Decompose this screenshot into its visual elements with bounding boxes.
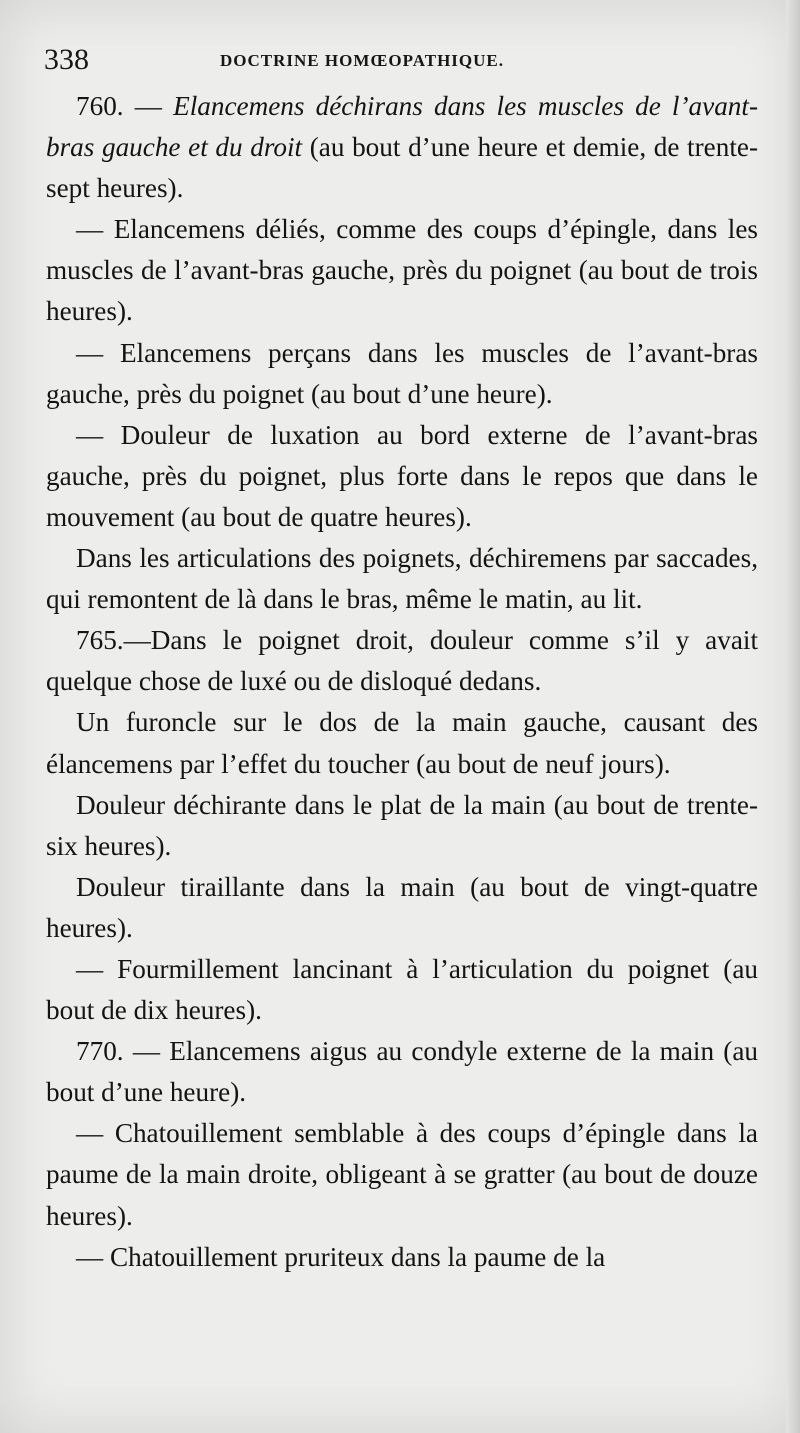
paragraph: Douleur déchirante dans le plat de la main (au bout de trente-six heures). (46, 789, 758, 861)
page-header (44, 40, 756, 80)
paragraph: — Douleur de luxation au bord externe de l’avant-bras gauche, près du poignet, plus forte dans le repos que dans le mouvement (au bout de quatre heures). (46, 419, 758, 532)
paragraph-lead: 760. — (76, 91, 174, 121)
paragraph: Un furoncle sur le dos de la main gauche, causant des élancemens par l’effet du toucher (au bout de neuf jours). (46, 707, 758, 779)
paragraph-770: 770. — Elancemens aigus au condyle externe de la main (au bout d’une heure). (46, 1036, 758, 1108)
paragraph: — Elancemens déliés, comme des coups d’épingle, dans les muscles de l’avant-bras gauche, près du poignet (au bout de trois heures). (46, 214, 758, 327)
page-number: 338 (44, 43, 89, 76)
paragraph: — Fourmillement lancinant à l’articulation du poignet (au bout de dix heures). (46, 953, 758, 1026)
body-text (46, 86, 758, 1278)
paragraph: — Chatouillement pruriteux dans la paume de la (76, 1241, 606, 1272)
paragraph-760 (46, 86, 758, 209)
paragraph-italic-text: Elancemens déchirans dans les muscles de l’avant-bras gauche et du droit (46, 91, 758, 163)
paragraph-rest: (au bout d’une heure et demie, de trente-sept heures). (46, 132, 758, 204)
paragraph-765: 765.—Dans le poignet droit, douleur comme s’il y avait quelque chose de luxé ou de disloqué dedans. (46, 625, 758, 697)
page-edge-shadow (786, 0, 800, 1433)
paragraph: Dans les articulations des poignets, déchiremens par saccades, qui remontent de là dans le bras, même le matin, au lit. (46, 543, 758, 615)
running-title: DOCTRINE HOMŒOPATHIQUE. (220, 51, 504, 70)
paragraph: — Chatouillement semblable à des coups d’épingle dans la paume de la main droite, obligeant à se gratter (au bout de douze heures). (46, 1118, 758, 1231)
paragraph: Douleur tiraillante dans la main (au bout de vingt-quatre heures). (46, 871, 758, 943)
paragraph: — Elancemens perçans dans les muscles de l’avant-bras gauche, près du poignet (au bout d’une heure). (46, 337, 758, 409)
